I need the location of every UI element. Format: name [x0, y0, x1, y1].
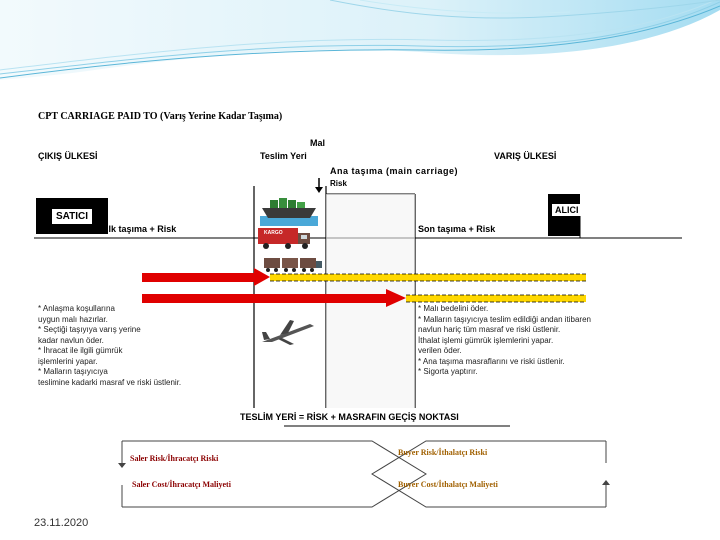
origin-country-label: ÇIKIŞ ÜLKESİ — [38, 151, 98, 161]
seller-cost-label: Saler Cost/İhracatçı Maliyeti — [132, 480, 231, 489]
delivery-place-label-line1: Mal — [310, 138, 326, 148]
diagram-title: CPT CARRIAGE PAID TO (Varış Yerine Kadar Taşıma) — [38, 111, 283, 122]
ship-icon — [260, 194, 318, 226]
buyer-label: ALICI — [552, 204, 582, 216]
truck-sign: KARGO — [264, 230, 283, 236]
main-carriage-label: Ana taşıma (main carriage) — [330, 166, 459, 176]
transfer-point-label: TESLİM YERİ = RİSK + MASRAFIN GEÇİŞ NOKTASI — [240, 412, 459, 422]
airplane-icon — [260, 318, 316, 346]
last-carriage-label: Son taşıma + Risk — [418, 224, 496, 234]
buyer-cost-label: Buyer Cost/İthalatçı Maliyeti — [398, 480, 498, 489]
slide-date: 23.11.2020 — [34, 517, 89, 529]
seller-box — [36, 198, 108, 234]
risk-label: Risk — [330, 179, 347, 188]
header-swoosh — [0, 0, 720, 90]
buyer-notes: * Malı bedelini öder. * Malların taşıyıcıya teslim edildiği andan itibaren navlun hariç tüm masraf ve riski üstlenir. İthalat işlemi gümrük işlemlerini yapar. verilen öder. * Ana taşıma masraflarını ve riski üstlenir. * Sigorta yaptırır. — [418, 304, 591, 376]
first-carriage-label: İlk taşıma + Risk — [106, 224, 177, 234]
cpt-diagram — [34, 108, 682, 520]
buyer-risk-label: Buyer Risk/İthalatçı Riski — [398, 448, 488, 457]
seller-label: SATICI — [52, 209, 92, 224]
delivery-place-label-line2: Teslim Yeri — [260, 151, 307, 161]
seller-notes: * Anlaşma koşullarına uygun malı hazırlar. * Seçtiği taşıyıya varış yerine kadar navlun öder. * İhracat ile ilgili gümrük işlemlerini yapar. * Malların taşıyıcıya teslimine kadarki masraf ve riski üstlenir. — [38, 304, 182, 387]
seller-risk-label: Saler Risk/İhracatçı Riski — [130, 454, 219, 463]
train-icon — [264, 256, 322, 272]
seller-risk-arrow — [142, 273, 258, 282]
destination-country-label: VARIŞ ÜLKESİ — [494, 151, 557, 161]
seller-cost-arrow — [142, 294, 392, 303]
